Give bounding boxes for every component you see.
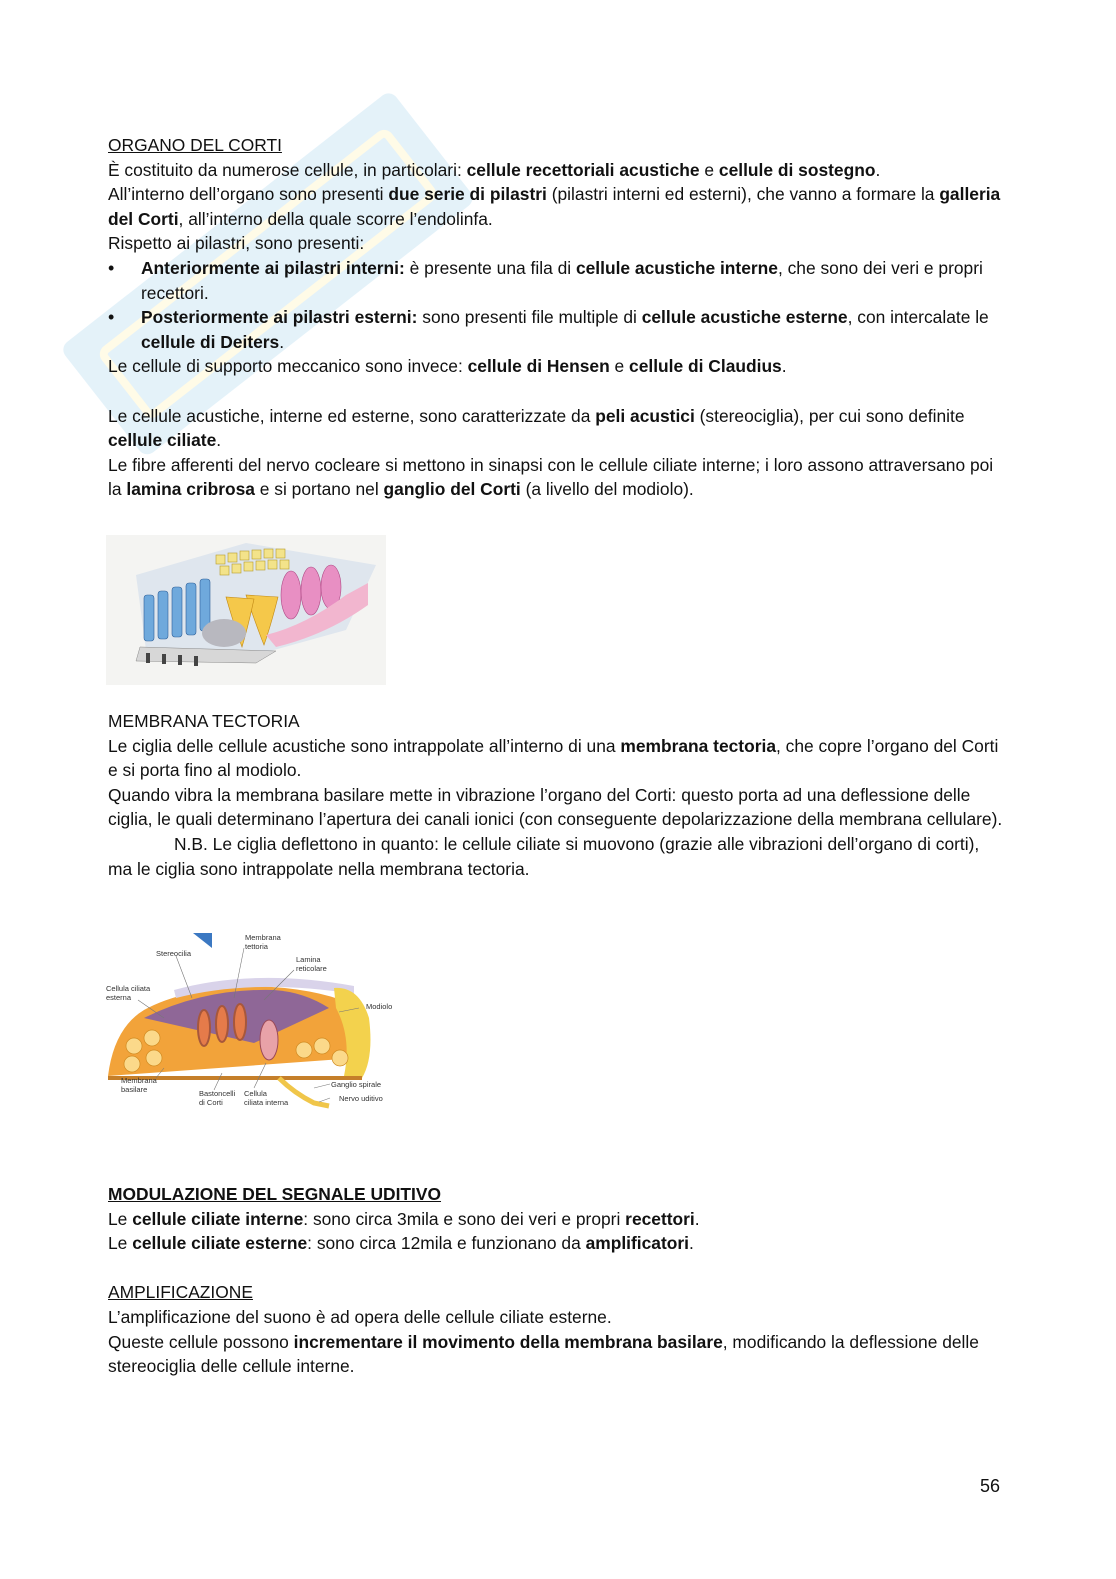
bold-text: lamina cribrosa — [126, 479, 255, 500]
paragraph — [108, 1207, 1008, 1232]
bold-text: peli acustici — [595, 405, 695, 426]
bold-text: cellule di Deiters — [141, 331, 280, 352]
bold-text: cellule ciliate esterne — [132, 1233, 308, 1254]
paragraph: N.B. Le ciglia deflettono in quanto: le cellule ciliate si muovono (grazie alle vibrazioni dell’organo di corti), ma le ciglia sono intrappolate nella membrana tectoria. — [108, 833, 980, 879]
heading-amplificazione: AMPLIFICAZIONE — [108, 1282, 253, 1303]
text: , modificando la deflessione delle stereociglia delle cellule interne. — [108, 1331, 979, 1377]
paragraph: Rispetto ai pilastri, sono presenti: — [108, 233, 365, 254]
section-membrana-tectoria — [108, 709, 1008, 881]
list-item — [108, 256, 1008, 305]
text: (stereociglia), per cui sono definite — [694, 405, 965, 426]
bold-text: Posteriormente ai pilastri esterni: — [141, 307, 418, 328]
paragraph — [108, 1231, 1008, 1256]
membrana-tectoria-figure — [104, 928, 404, 1113]
triangle-marker — [193, 933, 212, 948]
label-cellula-ciliata-interna: ciliata interna — [244, 1098, 289, 1107]
paragraph — [108, 182, 1008, 231]
text: Le cellule di supporto meccanico sono invece: — [108, 356, 468, 377]
text: Le ciglia delle cellule acustiche sono intrappolate all’interno di una — [108, 735, 621, 756]
bold-text: cellule di Hensen — [467, 356, 610, 377]
text: e — [699, 159, 719, 180]
bold-text: cellule acustiche esterne — [641, 307, 848, 328]
list-item — [108, 305, 1008, 354]
label-cellula-ciliata-esterna: esterna — [106, 993, 132, 1002]
bold-text: galleria del Corti — [108, 184, 1001, 229]
text: sono presenti file multiple di — [417, 307, 642, 328]
text: (a livello del modiolo). — [520, 479, 694, 500]
text: (pilastri interni ed esterni), che vanno a formare la — [546, 184, 940, 205]
text: All’interno dell’organo sono presenti — [108, 184, 389, 205]
text: : sono circa 12mila e funzionano da — [307, 1233, 586, 1254]
bullet-list — [108, 256, 1008, 354]
label-bastoncelli-di-corti: Bastoncelli — [199, 1089, 236, 1098]
bold-text: amplificatori — [585, 1233, 689, 1254]
label-modiolo: Modiolo — [366, 1002, 393, 1011]
heading-modulazione-segnale-uditivo: MODULAZIONE DEL SEGNALE UDITIVO — [108, 1184, 442, 1204]
paragraph — [108, 734, 1008, 783]
bold-text: cellule ciliate — [108, 430, 217, 451]
label-cellula-ciliata-esterna: Cellula ciliata — [106, 984, 151, 993]
label-ganglio-spirale: Ganglio spirale — [331, 1080, 382, 1089]
label-bastoncelli-di-corti: di Corti — [199, 1098, 223, 1107]
bold-text: membrana tectoria — [620, 735, 776, 756]
text: e si portano nel — [254, 479, 384, 500]
label-membrana-basilare: basilare — [121, 1085, 148, 1094]
text: , con intercalate le — [847, 307, 989, 328]
text: È costituito da numerose cellule, in particolari: — [108, 159, 467, 180]
bold-text: due serie di pilastri — [388, 184, 547, 205]
text: Le — [108, 1208, 133, 1229]
section-modulazione — [108, 1182, 1008, 1379]
label-cellula-ciliata-interna: Cellula — [244, 1089, 267, 1098]
bold-text: cellule ciliate interne — [132, 1208, 304, 1229]
label-nervo-uditivo: Nervo uditivo — [339, 1094, 383, 1103]
paragraph — [108, 158, 1008, 183]
label-lamina-reticolare: Lamina — [296, 955, 321, 964]
text: , all’interno della quale scorre l’endolinfa. — [178, 208, 493, 229]
text: e — [609, 356, 630, 377]
text: Queste cellule possono — [108, 1331, 294, 1352]
bold-text: ganglio del Corti — [383, 479, 521, 500]
paragraph — [108, 404, 1008, 453]
text: . — [688, 1233, 694, 1254]
text: . — [694, 1208, 700, 1229]
text: , che sono dei veri e propri recettori. — [141, 257, 983, 303]
text: . — [875, 159, 881, 180]
text: . — [279, 331, 285, 352]
text: . — [216, 430, 222, 451]
paragraph: Quando vibra la membrana basilare mette in vibrazione l’organo del Corti: questo porta ad una deflessione delle ciglia, le quali determinano l’apertura dei canali ionici (con conseguente depolarizzazione della membrana cellulare). — [108, 784, 1003, 830]
bold-text: incrementare il movimento della membrana basilare — [293, 1331, 723, 1352]
paragraph — [108, 453, 1008, 502]
label-membrana-tettoria: Membrana — [245, 933, 281, 942]
page-number: 56 — [980, 1476, 1001, 1496]
bold-text: cellule recettoriali acustiche — [466, 159, 700, 180]
heading-membrana-tectoria: MEMBRANA TECTORIA — [108, 711, 300, 731]
label-lamina-reticolare: reticolare — [296, 964, 327, 973]
bold-text: cellule di Claudius — [629, 356, 782, 377]
paragraph: L’amplificazione del suono è ad opera delle cellule ciliate esterne. — [108, 1306, 612, 1327]
text: . — [781, 356, 787, 377]
text: Le — [108, 1233, 133, 1254]
label-stereocilia: Stereocilia — [156, 949, 192, 958]
text: , che copre l’organo del Corti e si porta fino al modiolo. — [108, 735, 999, 781]
organ-of-corti-figure — [106, 535, 386, 685]
text: è presente una fila di — [404, 257, 576, 278]
paragraph — [108, 1330, 1008, 1379]
label-membrana-tettoria: tettoria — [245, 942, 268, 951]
bold-text: Anteriormente ai pilastri interni: — [141, 257, 405, 278]
text: : sono circa 3mila e sono dei veri e propri — [303, 1208, 626, 1229]
heading-organo-del-corti: ORGANO DEL CORTI — [108, 135, 282, 155]
bold-text: recettori — [625, 1208, 695, 1229]
text: Le fibre afferenti del nervo cocleare si mettono in sinapsi con le cellule ciliate interne; i loro assono attraversano poi la — [108, 454, 994, 500]
bold-text: cellule acustiche interne — [575, 257, 778, 278]
text: Le cellule acustiche, interne ed esterne, sono caratterizzate da — [108, 405, 596, 426]
bold-text: cellule di sostegno — [718, 159, 876, 180]
paragraph — [108, 354, 1008, 379]
section-organo-del-corti — [108, 133, 1008, 502]
label-membrana-basilare: Membrana — [121, 1076, 157, 1085]
